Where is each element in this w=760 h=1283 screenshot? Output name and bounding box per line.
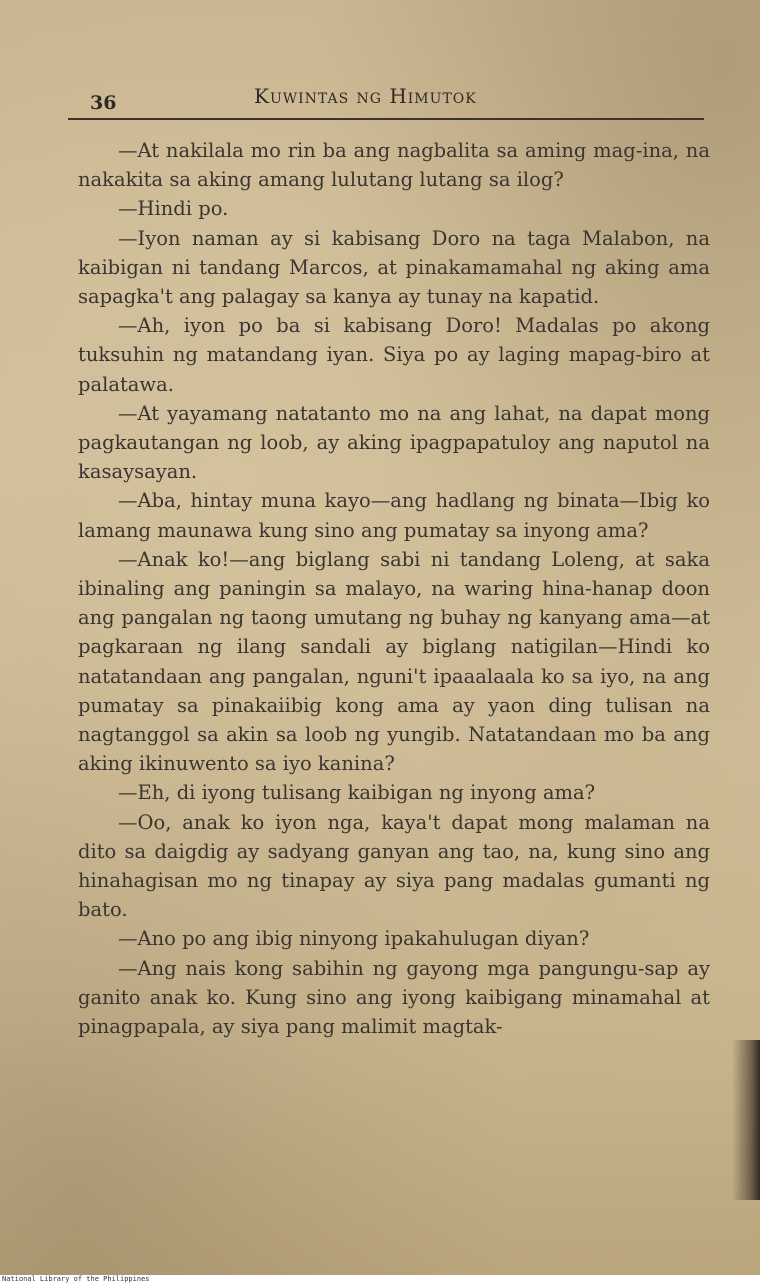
paragraph: —Eh, di iyong tulisang kaibigan ng inyong ama? (118, 781, 596, 805)
library-credit: National Library of the Philippines (2, 1275, 150, 1283)
paragraph: —Ang nais kong sabihin ng gayong mga pangungu-sap ay ganito anak ko. Kung sino ang iyong kaibigang minamahal at pinagpapala, ay siya pang malimit magtak- (78, 956, 710, 1039)
page-edge-shadow (732, 1040, 760, 1200)
paragraph: —At yayamang natatanto mo na ang lahat, na dapat mong pagkautangan ng loob, ay aking ipagpapatuloy ang naputol na kasaysayan. (78, 401, 710, 484)
paragraph: —Hindi po. (118, 197, 229, 221)
paragraph: —Ano po ang ibig ninyong ipakahulugan diyan? (118, 927, 590, 951)
paragraph: —Aba, hintay muna kayo—ang hadlang ng binata—Ibig ko lamang maunawa kung sino ang pumatay sa inyong ama? (78, 489, 710, 542)
page-number: 36 (90, 92, 117, 114)
paragraph: —Oo, anak ko iyon nga, kaya't dapat mong malaman na dito sa daigdig ay sadyang ganyan ang tao, na, kung sino ang hinahagisan mo ng tinapay ay siya pang madalas gumanti ng bato. (78, 810, 710, 922)
page-header (84, 80, 704, 116)
body-text (78, 136, 710, 1041)
header-rule (68, 118, 704, 120)
paragraph: —At nakilala mo rin ba ang nagbalita sa aming mag-ina, na nakakita sa aking amang lulutang lutang sa ilog? (78, 139, 710, 192)
paragraph: —Anak ko!—ang biglang sabi ni tandang Loleng, at saka ibinaling ang paningin sa malayo, na waring hina-hanap doon ang pangalan ng taong umutang ng buhay ng kanyang ama—at pagkaraan ng ilang sandali ay biglang natigilan—Hindi ko natatandaan ang pangalan, nguni't ipaaalaala ko sa iyo, na ang pumatay sa pinakaiibig kong ama ay yaon ding tulisan na nagtanggol sa akin sa loob ng yungib. Natatandaan mo ba ang aking ikinuwento sa iyo kanina? (78, 547, 710, 776)
paragraph: —Iyon naman ay si kabisang Doro na taga Malabon, na kaibigan ni tandang Marcos, at pinakamamahal ng aking ama sapagka't ang palagay sa kanya ay tunay na kapatid. (78, 226, 710, 309)
paragraph: —Ah, iyon po ba si kabisang Doro! Madalas po akong tuksuhin ng matandang iyan. Siya po ay laging mapag-biro at palatawa. (78, 314, 710, 396)
running-title: Kuwintas ng Himutok (254, 84, 477, 108)
